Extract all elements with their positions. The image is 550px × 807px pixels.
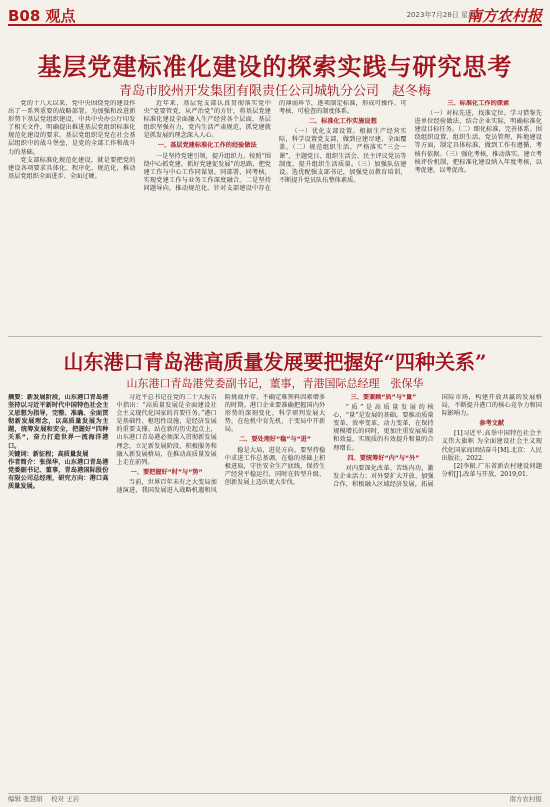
section-divider [8,336,542,337]
article1-paragraph: 党支部标准化规范化建设，就是要把党的建设各项要求具体化、程序化、规范化，推动基层党组织全面进步、全面过硬。 [8,156,136,180]
article2-byline: 山东港口青岛港党委副书记，董事，青港国际总经理 张保华 [126,377,424,390]
references-heading: 参考文献 [479,420,505,428]
article2-summary: 摘要：新发展阶段，山东港口青岛港坚持以习近平新时代中国特色社会主义思想为指导，完整、准确、全面贯彻新发展理念，以高质量发展为主题，统筹发展和安全，把握好“四种关系”，奋力打造世界一流海洋港口。 [8,394,109,450]
article1-paragraph: （一）优化支部设置。根据生产经营实际，科学设置党支部，做到应建尽建、全面覆盖。（二）规范组织生活。严格落实“三会一课”、主题党日、组织生活会、民主评议党员等制度，提升组织生活质量。（三）加强队伍建设。选优配强支部书记，加强党员教育培训，不断提升党员队伍整体素质。 [279,128,407,184]
article1-headline: 基层党建标准化建设的探索实践与研究思考 [37,52,513,81]
reference-item: [2]李振.广东省新农村建设问题分析[J].改革与开放，2019,01. [441,462,542,478]
article2-paragraph: 习近平总书记在党的二十大报告中指出：“高质量发展是全面建设社会主义现代化国家的首要任务。”港口是基础性、枢纽性设施，是经济发展的重要支撑。站在新的历史起点上，山东港口青岛港必须深入贯彻新发展理念，立足新发展阶段，积极服务和融入新发展格局，在推动高质量发展上走在前列。 [116,394,217,466]
newspaper-logo: 南方农村报 [466,7,542,25]
issue-date: 2023年7月28日 星期五 [406,11,482,19]
footer-editor: 编辑 张慧娟 [8,795,43,803]
article2-headline: 山东港口青岛港高质量发展要把握好“四种关系” [63,350,487,374]
article2-section-heading: 三、要兼顾“质”与“量” [350,394,417,401]
reference-item: [1]习近平.高举中国特色社会主义伟大旗帜 为全面建设社会主义现代化国家而团结奋斗[M].北京：人民出版社，2022. [441,430,542,462]
article1-section-heading: 二、标准化工作实施设想 [308,118,377,126]
article2-author-bio: 作者简介：张保华，山东港口青岛港党委副书记、董事，青岛港国际股份有限公司总经理，研究方向：港口高质量发展。 [8,458,109,491]
article1-paragraph: 党的十八大以来，党中央围绕党的建设作出了一系列重要的战略部署。为加强和改进新形势下基层党组织建设，中共中央办公厅印发了相关文件，明确提出推进基层党组织标准化规范化建设的要求。基层党组织是党在社会基层组织中的战斗堡垒，是党的全部工作和战斗力的基础。 [8,100,136,156]
article1-paragraph: （一）对标先进，找准定位。学习借鉴先进单位经验做法，结合企业实际，明确标准化建设目标任务。（二）细化标准，完善体系。围绕组织设置、组织生活、党员管理、阵地建设等方面，制定具体标准，做到工作有遵循、考核有依据。（三）强化考核，推动落实。建立考核评价机制，把标准化建设纳入年度考核，以考促建、以考促改。 [414,110,542,174]
article2-paragraph: 当前，世界百年未有之大变局加速演进，我国发展进入战略机遇和风险挑战并存、不确定难预料因素增多的时期。港口企业要准确把握国内外形势的深刻变化，科学研判发展大势，在危机中育先机、于变局中开新局。 [116,394,326,495]
article1-section-heading: 一、基层党建标准化工作的经验做法 [157,142,257,150]
article1-section-heading: 三、标准化工作的探索 [447,100,510,107]
footer-proofreader: 校对 王岩 [51,795,80,803]
article2-paragraph: “质”是高质量发展的核心，“量”是发展的基础。要推动质量变革、效率变革、动力变革，在保持规模增长的同时，更加注重发展质量和效益，实现质的有效提升和量的合理增长。 [333,404,434,452]
page-footer [8,793,542,805]
article1-body [8,100,542,332]
article1-paragraph: 近年来，基层党支部认真贯彻落实党中央“党要管党、从严治党”的方针，将基层党建标准化建设全面融入生产经营各个层面，基层组织坚强有力，党内生活严肃规范，抓党建就是抓发展的理念深入人心。 [143,100,271,140]
footer-paper: 南方农村报 [509,795,542,803]
masthead [8,4,542,26]
article2-section-heading: 二、要处理好“稳”与“进” [238,436,311,444]
article2-body [8,394,542,789]
article2-section-heading: 四、要统筹好“内”与“外” [347,454,420,462]
article2-section-heading: 一、要把握好“时”与“势” [130,468,203,476]
article2-paragraph: 稳是大局，进是方向。要坚持稳中求进工作总基调，在稳的基础上积极进取，守住安全生产底线，保持生产经营平稳运行，同时在转型升级、创新发展上迈出更大步伐。 [224,446,326,486]
page-number: B08 观点 [8,7,76,25]
article1-byline: 青岛市胶州开发集团有限责任公司城轨分公司 赵冬梅 [118,84,431,99]
article2-paragraph: 对内要深化改革、苦练内功，激发企业活力；对外要扩大开放、加强合作，积极融入区域经济发展，拓展国际市场，构建开放共赢的发展格局，不断提升港口的核心竞争力和国际影响力。 [333,394,542,488]
article2-keywords: 关键词：新征程；高质量发展 [8,450,89,458]
article1-paragraph: 一是坚持党建引领，提升组织力。按照“围绕中心抓党建、抓好党建促发展”的思路，把党建工作与中心工作同谋划、同部署、同考核，实现党建工作与业务工作深度融合。二是坚持问题导向，推动规范化。针对支部建设中存在的薄弱环节，逐项制定标准，形成可操作、可考核、可检查的制度体系。 [143,100,407,192]
